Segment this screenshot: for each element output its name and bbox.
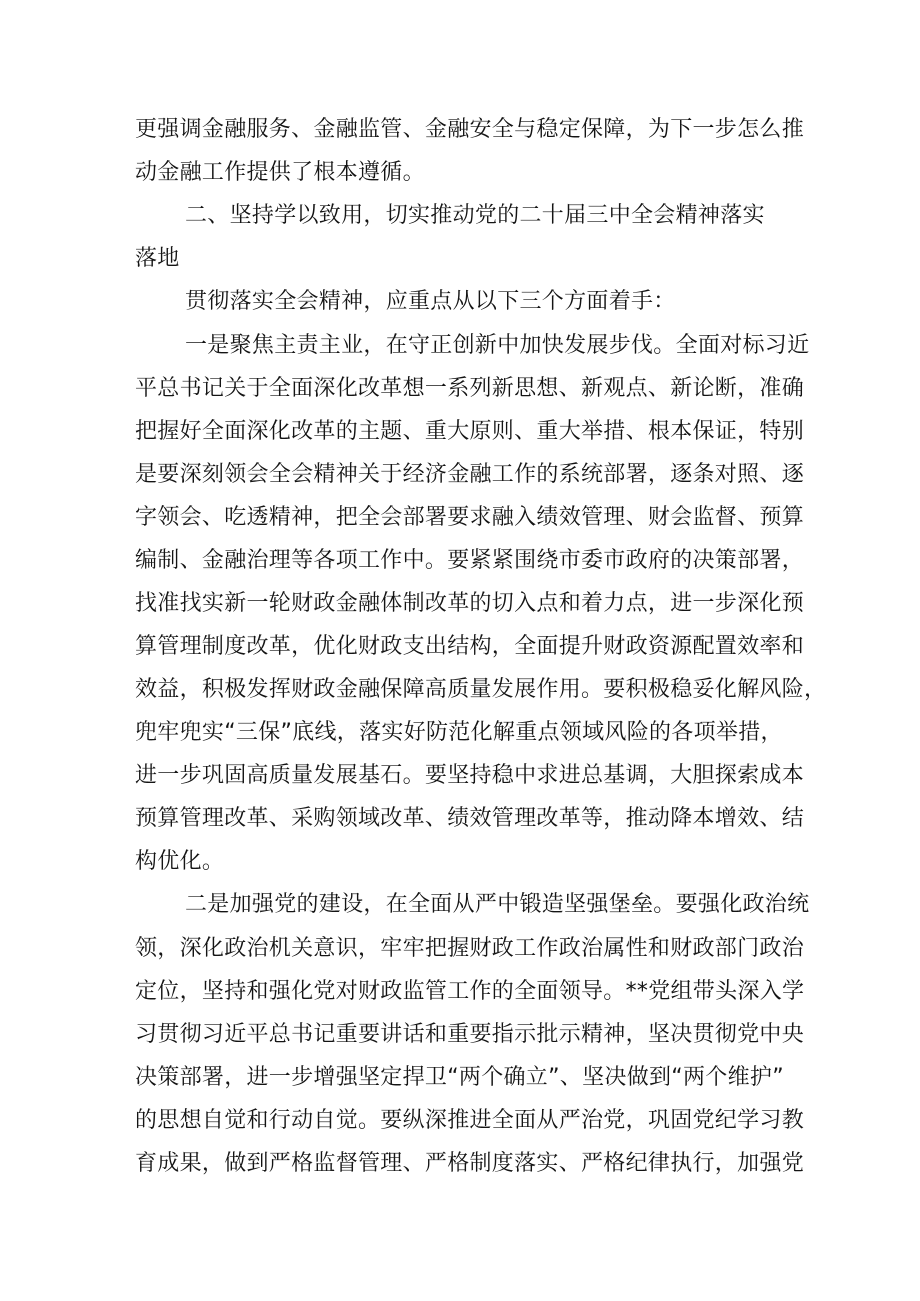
text-line: 把握好全面深化改革的主题、重大原则、重大举措、根本保证，特别 [135,419,805,444]
text-line: 定位，坚持和强化党对财政监管工作的全面领导。**党组带头深入学 [135,979,805,1004]
text-line: 习贯彻习近平总书记重要讲话和重要指示批示精神，坚决贯彻党中央 [135,1022,805,1047]
text-line: 编制、金融治理等各项工作中。要紧紧围绕市委市政府的决策部署， [135,548,805,573]
text-line: 平总书记关于全面深化改革想一系列新思想、新观点、新论断，准确 [135,376,805,401]
text-line: 找准找实新一轮财政金融体制改革的切入点和着力点，进一步深化预 [135,591,805,616]
text-line: 育成果，做到严格监督管理、严格制度落实、严格纪律执行，加强党 [135,1151,805,1176]
text-line: 决策部署，进一步增强坚定捍卫“两个确立”、坚决做到“两个维护” [135,1065,784,1090]
section-heading: 落地 [135,246,180,271]
text-line: 二是加强党的建设，在全面从严中锻造坚强堡垒。要强化政治统 [185,892,810,917]
text-line: 的思想自觉和行动自觉。要纵深推进全面从严治党，巩固党纪学习教 [135,1108,805,1133]
text-line: 构优化。 [135,849,225,874]
text-line: 动金融工作提供了根本遵循。 [135,160,425,185]
text-line: 是要深刻领会全会精神关于经济金融工作的系统部署，逐条对照、逐 [135,462,805,487]
text-line: 预算管理改革、采购领域改革、绩效管理改革等，推动降本增效、结 [135,806,805,831]
text-line: 效益，积极发挥财政金融保障高质量发展作用。要积极稳妥化解风险， [135,677,827,702]
text-line: 贯彻落实全会精神，应重点从以下三个方面着手： [185,289,676,314]
text-line: 字领会、吃透精神，把全会部署要求融入绩效管理、财会监督、预算 [135,505,805,530]
section-heading: 二、坚持学以致用，切实推动党的二十届三中全会精神落实 [185,203,765,228]
text-line: 一是聚焦主责主业，在守正创新中加快发展步伐。全面对标习近 [185,333,810,358]
text-line: 更强调金融服务、金融监管、金融安全与稳定保障，为下一步怎么推 [135,117,805,142]
text-line: 进一步巩固高质量发展基石。要坚持稳中求进总基调，大胆探索成本 [135,763,805,788]
text-line: 算管理制度改革，优化财政支出结构，全面提升财政资源配置效率和 [135,634,805,659]
text-line: 兜牢兜实“三保”底线，落实好防范化解重点领域风险的各项举措， [135,720,783,745]
text-line: 领，深化政治机关意识，牢牢把握财政工作政治属性和财政部门政治 [135,936,805,961]
